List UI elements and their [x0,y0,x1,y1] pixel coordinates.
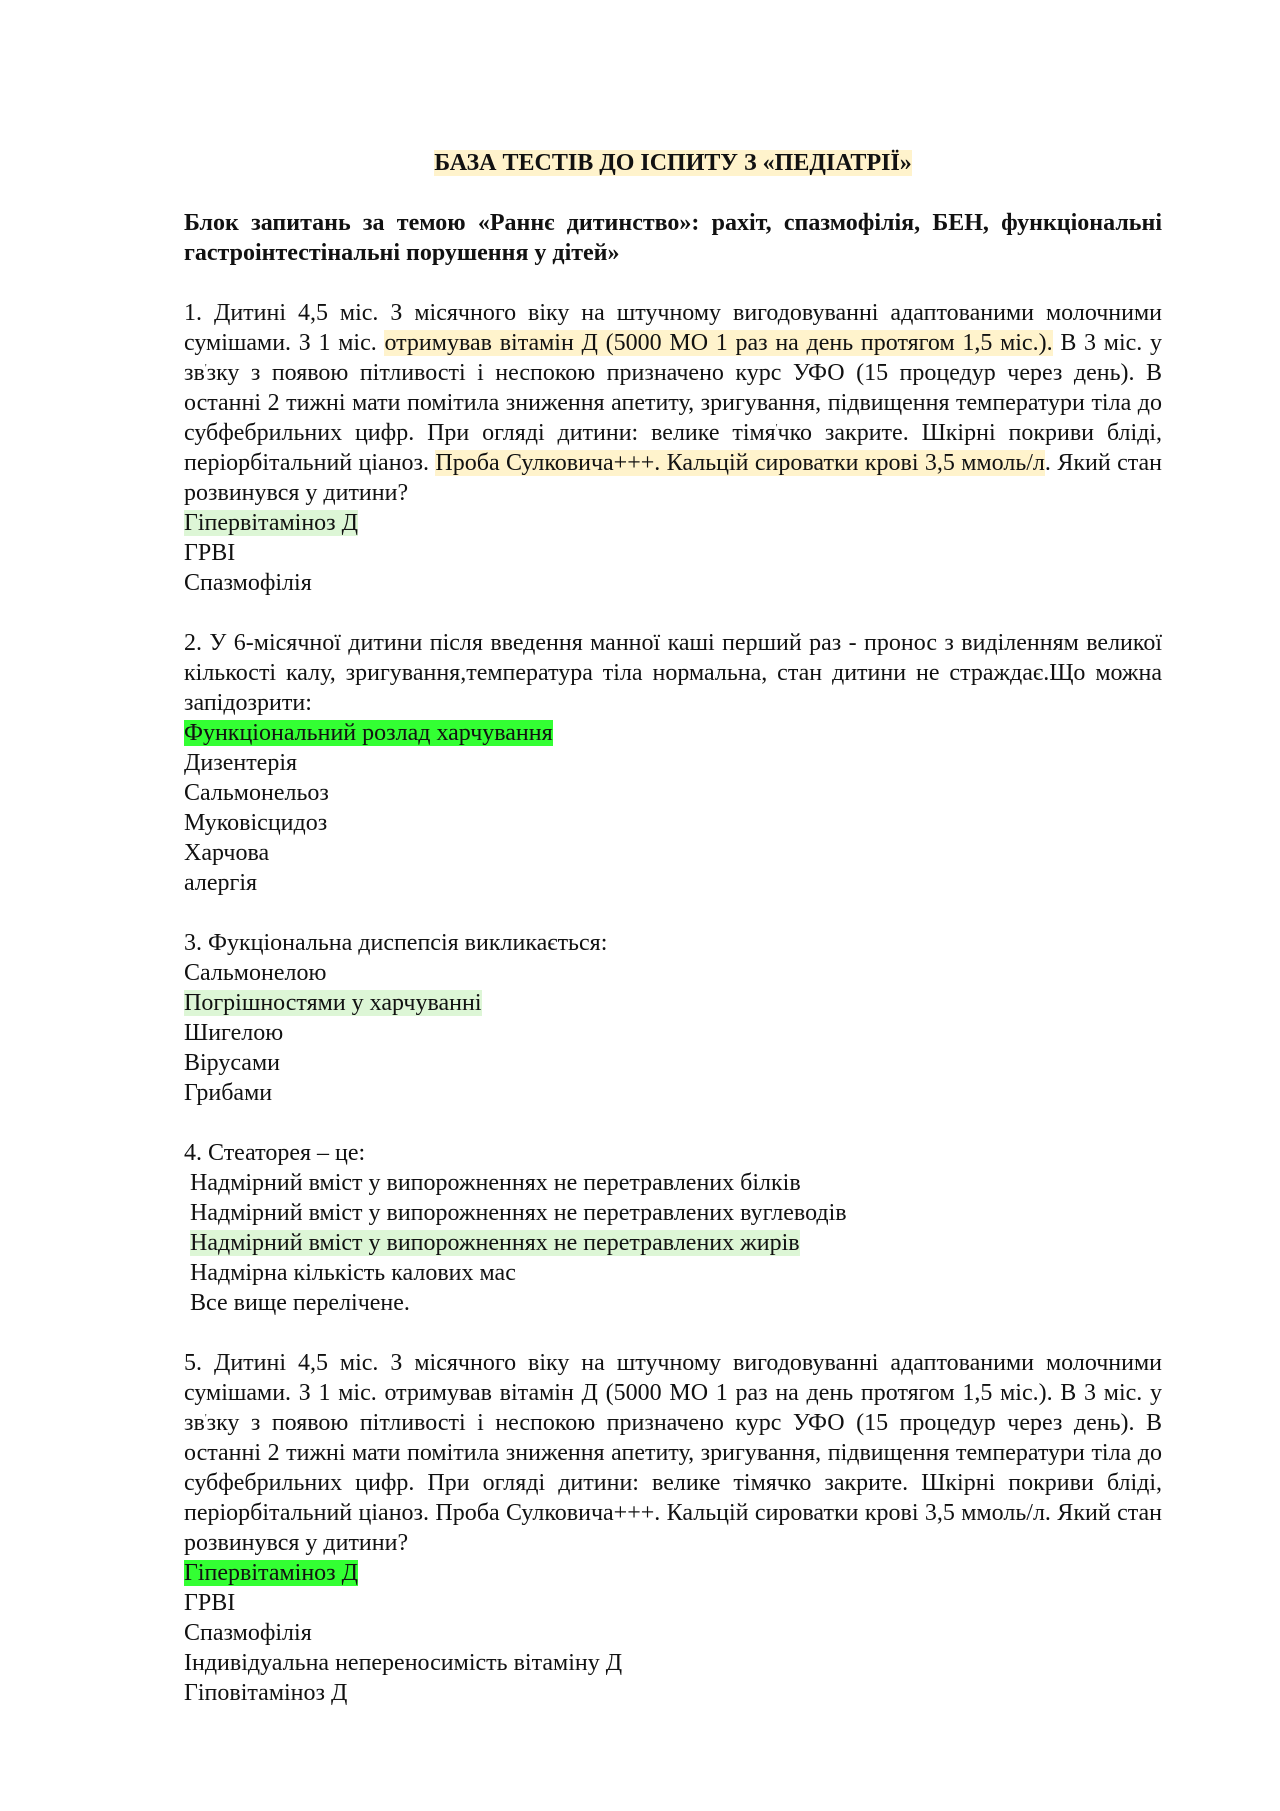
q2-option: Сальмонельоз [184,780,329,806]
question-5 [184,1348,1162,1708]
question-1 [184,298,1162,598]
q3-option: Сальмонелою [184,960,327,986]
question-2-stem: 2. У 6-місячної дитини після введення манної каші перший раз - пронос з виділенням великої кількості калу, зригування,температура тіла нормальна, стан дитини не страждає.Що можна запідозрити: [184,630,1162,716]
q2-option: Дизентерія [184,750,298,776]
q1-text-part: зку з появою пітливості і неспокою призначено курс УФО (15 процедур через день). В останні 2 тижні мати помітила зниження апетиту, зригування, підвищення температури тіла до субфебрильних цифр. При огляді дитини: велике тімя [184,360,1162,446]
q5-option-correct: Гіпервітаміноз Д [184,1560,359,1586]
q2-option: алергія [184,870,258,896]
question-3 [184,928,1162,1108]
title-text: БАЗА ТЕСТІВ ДО ІСПИТУ З «ПЕДІАТРІЇ» [434,150,912,176]
q1-option-correct: Гіпервітаміноз Д [184,510,359,536]
document-body [184,148,1162,1738]
q1-option: Спазмофілія [184,570,312,596]
q5-text-part: зку з появою пітливості і неспокою призначено курс УФО (15 процедур через день). В останні 2 тижні мати помітила зниження апетиту, зригування, підвищення температури тіла до субфебрильних цифр. При огляді дитини: велике тімячко закрите. Шкірні покриви бліді, періорбітальний ціаноз. Проба Сулковича+++. Кальцій сироватки крові 3,5 ммоль/л. Який стан розвинувся у дитини? [184,1410,1162,1556]
q3-option: Вірусами [184,1050,280,1076]
q1-highlight-lab: Проба Сулковича+++. Кальцій сироватки крові 3,5 ммоль/л [435,450,1045,476]
question-3-stem: 3. Фукціональна диспепсія викликається: [184,930,608,956]
q5-option: Спазмофілія [184,1620,312,1646]
q3-option: Грибами [184,1080,273,1106]
q4-option-correct: Надмірний вміст у випорожненнях не перетравлених жирів [190,1230,800,1256]
q5-option: Гіповітаміноз Д [184,1680,348,1706]
q1-highlight-vitamin: отримував вітамін Д (5000 МО 1 раз на день протягом 1,5 міс.). [384,330,1053,356]
q2-option-correct: Функціональний розлад харчування [184,720,553,746]
q5-apostrophe: ' [204,1413,207,1424]
q2-option: Муковісцидоз [184,810,328,836]
document-title [184,148,1162,178]
q3-option-correct: Погрішностями у харчуванні [184,990,482,1016]
q1-option: ГРВІ [184,540,236,566]
q1-text-part: В 3 міс. у зв [184,330,1163,386]
q2-option: Харчова [184,840,270,866]
q4-option: Все вище перелічене. [190,1290,410,1316]
q3-option: Шигелою [184,1020,284,1046]
q1-text-part: 1. Дитині 4,5 міс. З місячного віку на штучному вигодовуванні адаптованими молочними сумішами. З 1 міс. [184,300,1162,356]
question-2 [184,628,1162,898]
q4-option: Надмірний вміст у випорожненнях не перетравлених білків [190,1170,801,1196]
question-5-stem [184,1348,1162,1558]
q1-text-part: . Який стан розвинувся у дитини? [184,450,1162,506]
question-4-stem: 4. Стеаторея – це: [184,1140,366,1166]
q4-option: Надмірний вміст у випорожненнях не перетравлених вуглеводів [190,1200,847,1226]
q1-text-part: чко закрите. Шкірні покриви бліді, періорбітальний ціаноз. [184,420,1163,476]
q1-apostrophe: ' [204,363,207,374]
q5-text-part: 5. Дитині 4,5 міс. З місячного віку на штучному вигодовуванні адаптованими молочними сумішами. З 1 міс. отримував вітамін Д (5000 МО 1 раз на день протягом 1,5 міс.). В 3 міс. у зв [184,1350,1162,1436]
q1-apostrophe: ' [775,423,778,434]
q5-option: Індивідуальна непереносимість вітаміну Д [184,1650,623,1676]
block-heading: Блок запитань за темою «Раннє дитинство»: рахіт, спазмофілія, БЕН, функціональні гастроінтестінальні порушення у дітей» [184,210,1162,266]
question-1-stem [184,298,1162,508]
q5-option: ГРВІ [184,1590,236,1616]
question-4 [184,1138,1162,1318]
q4-option: Надмірна кількість калових мас [190,1260,516,1286]
